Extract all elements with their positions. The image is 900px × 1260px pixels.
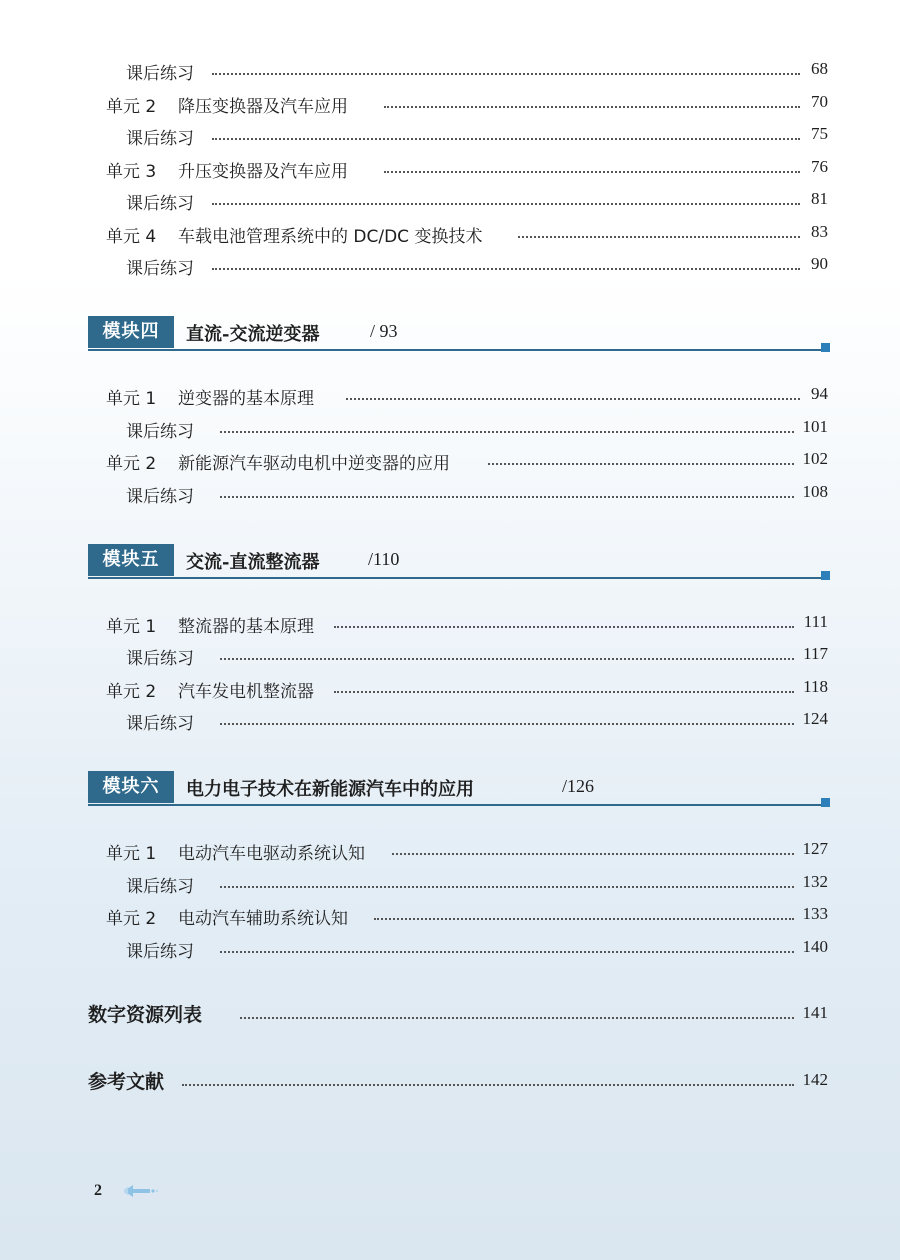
leader-dots (220, 496, 794, 498)
unit-label: 单元 2 (106, 682, 157, 702)
toc-entry[interactable] (0, 56, 900, 84)
entry-page: 127 (802, 839, 828, 858)
toc-entry[interactable] (0, 706, 900, 734)
entry-title: 电动汽车电驱动系统认知 (178, 844, 365, 864)
entry-title: 新能源汽车驱动电机中逆变器的应用 (178, 454, 450, 474)
entry-title: 升压变换器及汽车应用 (178, 162, 348, 182)
entry-page: 140 (802, 937, 828, 956)
leader-dots (220, 431, 794, 433)
module-rule (88, 577, 822, 579)
toc-entry[interactable] (0, 219, 900, 247)
entry-page: 102 (802, 449, 828, 468)
entry-title: 课后练习 (126, 129, 194, 149)
toc-entry[interactable] (0, 674, 900, 702)
entry-title: 降压变换器及汽车应用 (178, 97, 348, 117)
unit-label: 单元 4 (106, 227, 157, 247)
entry-title: 课后练习 (126, 942, 194, 962)
toc-entry[interactable] (0, 186, 900, 214)
unit-label: 单元 1 (106, 389, 157, 409)
page-number: 2 (94, 1182, 102, 1199)
entry-page: 133 (802, 904, 828, 923)
entry-page: 124 (802, 709, 828, 728)
references-page: 142 (802, 1070, 828, 1089)
entry-page: 118 (803, 677, 828, 696)
unit-label: 单元 2 (106, 454, 157, 474)
back-arrow-icon (124, 1183, 158, 1203)
entry-title: 课后练习 (126, 649, 194, 669)
toc-entry[interactable] (0, 934, 900, 962)
entry-title: 课后练习 (126, 422, 194, 442)
module-rule (88, 804, 822, 806)
module-tag: 模块四 (88, 316, 174, 348)
leader-dots (374, 918, 794, 920)
module-page: /110 (368, 549, 400, 569)
leader-dots (384, 106, 800, 108)
entry-page: 76 (811, 157, 828, 176)
module-rule (88, 349, 822, 351)
toc-entry[interactable] (0, 446, 900, 474)
leader-dots (518, 236, 800, 238)
unit-label: 单元 1 (106, 844, 157, 864)
page-footer (94, 1182, 174, 1204)
module-square-marker (821, 343, 830, 352)
digital-resources-title: 数字资源列表 (88, 1004, 203, 1026)
entry-page: 81 (811, 189, 828, 208)
module-title: 电力电子技术在新能源汽车中的应用 (186, 779, 474, 800)
entry-page: 70 (811, 92, 828, 111)
toc-entry[interactable] (0, 251, 900, 279)
leader-dots (220, 658, 794, 660)
toc-references[interactable] (0, 1065, 900, 1097)
module-page: / 93 (370, 321, 398, 341)
toc-entry[interactable] (0, 381, 900, 409)
leader-dots (334, 691, 794, 693)
module-square-marker (821, 798, 830, 807)
entry-page: 75 (811, 124, 828, 143)
entry-title: 整流器的基本原理 (178, 617, 314, 637)
unit-label: 单元 3 (106, 162, 157, 182)
entry-page: 108 (802, 482, 828, 501)
leader-dots (220, 886, 794, 888)
leader-dots (240, 1017, 794, 1019)
module-page: /126 (562, 776, 595, 796)
module-title: 直流-交流逆变器 (186, 324, 320, 345)
leader-dots (212, 73, 800, 75)
toc-digital-resources[interactable] (0, 998, 900, 1030)
toc-entry[interactable] (0, 609, 900, 637)
module-square-marker (821, 571, 830, 580)
module-tag: 模块五 (88, 544, 174, 576)
entry-title: 汽车发电机整流器 (178, 682, 314, 702)
entry-title: 课后练习 (126, 487, 194, 507)
leader-dots (182, 1084, 794, 1086)
module-heading[interactable] (88, 544, 830, 580)
digital-resources-page: 141 (802, 1003, 828, 1022)
entry-title: 课后练习 (126, 259, 194, 279)
unit-label: 单元 1 (106, 617, 157, 637)
leader-dots (392, 853, 794, 855)
entry-title: 课后练习 (126, 877, 194, 897)
entry-page: 83 (811, 222, 828, 241)
toc-entry[interactable] (0, 836, 900, 864)
leader-dots (220, 951, 794, 953)
toc-entry[interactable] (0, 901, 900, 929)
leader-dots (220, 723, 794, 725)
entry-page: 94 (811, 384, 828, 403)
entry-page: 90 (811, 254, 828, 273)
leader-dots (334, 626, 794, 628)
entry-page: 101 (802, 417, 828, 436)
module-heading[interactable] (88, 316, 830, 352)
entry-page: 68 (811, 59, 828, 78)
toc-entry[interactable] (0, 154, 900, 182)
leader-dots (212, 268, 800, 270)
entry-title: 课后练习 (126, 194, 194, 214)
unit-label: 单元 2 (106, 97, 157, 117)
leader-dots (212, 203, 800, 205)
leader-dots (488, 463, 794, 465)
toc-entry[interactable] (0, 479, 900, 507)
leader-dots (384, 171, 800, 173)
entry-title: 电动汽车辅助系统认知 (178, 909, 348, 929)
module-title: 交流-直流整流器 (186, 552, 320, 573)
toc-entry[interactable] (0, 869, 900, 897)
module-tag: 模块六 (88, 771, 174, 803)
toc-entry[interactable] (0, 414, 900, 442)
entry-title: 课后练习 (126, 64, 194, 84)
toc-entry[interactable] (0, 89, 900, 117)
toc-entry[interactable] (0, 641, 900, 669)
toc-entry[interactable] (0, 121, 900, 149)
leader-dots (212, 138, 800, 140)
entry-title: 逆变器的基本原理 (178, 389, 314, 409)
entry-page: 132 (802, 872, 828, 891)
leader-dots (346, 398, 800, 400)
references-title: 参考文献 (88, 1071, 165, 1093)
entry-page: 111 (803, 612, 828, 631)
unit-label: 单元 2 (106, 909, 157, 929)
entry-title: 课后练习 (126, 714, 194, 734)
module-heading[interactable] (88, 771, 830, 807)
entry-page: 117 (803, 644, 828, 663)
entry-title: 车载电池管理系统中的 DC/DC 变换技术 (178, 227, 483, 247)
